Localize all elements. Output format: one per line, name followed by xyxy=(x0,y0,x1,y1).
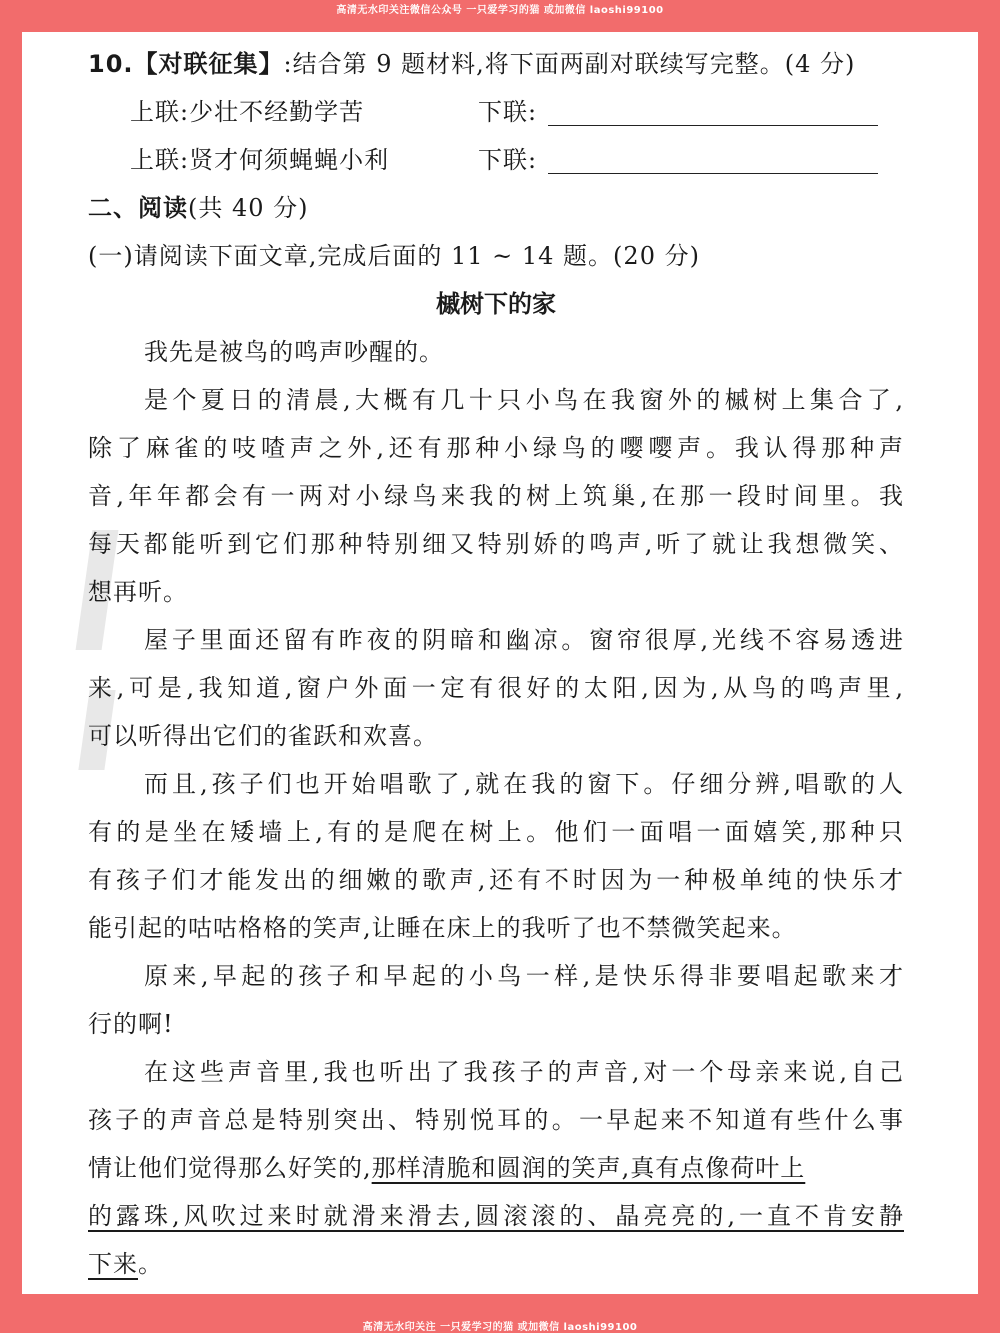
couplet-lower-label: 下联: xyxy=(478,146,538,174)
question-10 xyxy=(88,46,904,82)
article-line: 原来,早起的孩子和早起的小鸟一样,是快乐得非要唱起歌来才 xyxy=(144,962,904,990)
article-line: 行的啊! xyxy=(88,1010,174,1038)
couplet-upper: 上联:贤才何须蝇蝇小利 xyxy=(130,146,390,174)
article-line: 在这些声音里,我也听出了我孩子的声音,对一个母亲来说,自己 xyxy=(144,1058,904,1086)
section-score: (共 40 分) xyxy=(188,194,309,222)
underlined-sentence: 的露珠,风吹过来时就滑来滑去,圆滚滚的、晶亮亮的,一直不肯安静 xyxy=(88,1202,904,1230)
question-number: 10. xyxy=(88,50,134,78)
bottom-watermark-banner: 高清无水印关注 一只爱学习的猫 或加微信 laoshi99100 xyxy=(362,1322,638,1333)
article-text-segment: 情让他们觉得那么好笑的, xyxy=(88,1154,372,1182)
article-line: 音,年年都会有一两对小绿鸟来我的树上筑巢,在那一段时间里。我 xyxy=(88,482,904,510)
article-title: 槭树下的家 xyxy=(436,290,556,318)
underlined-sentence: 那样清脆和圆润的笑声,真有点像荷叶上 xyxy=(371,1154,806,1182)
article-line: 而且,孩子们也开始唱歌了,就在我的窗下。仔细分辨,唱歌的人 xyxy=(144,770,904,798)
article-line: 有的是坐在矮墙上,有的是爬在树上。他们一面唱一面嬉笑,那种只 xyxy=(88,818,904,846)
article-line: 可以听得出它们的雀跃和欢喜。 xyxy=(88,722,438,750)
couplet-answer-blank[interactable] xyxy=(548,125,878,126)
article-line: 孩子的声音总是特别突出、特别悦耳的。一早起来不知道有些什么事 xyxy=(88,1106,904,1134)
article-line: 是个夏日的清晨,大概有几十只小鸟在我窗外的槭树上集合了, xyxy=(144,386,904,414)
article-line: 我先是被鸟的鸣声吵醒的。 xyxy=(144,338,444,366)
section-heading xyxy=(88,190,904,226)
couplet-lower-label: 下联: xyxy=(478,98,538,126)
article-text-segment: 。 xyxy=(138,1250,163,1278)
underlined-sentence: 下来 xyxy=(88,1250,138,1278)
article-line xyxy=(88,1246,904,1282)
reading-instruction: (一)请阅读下面文章,完成后面的 11 ~ 14 题。(20 分) xyxy=(88,242,700,270)
article-line: 屋子里面还留有昨夜的阴暗和幽凉。窗帘很厚,光线不容易透进 xyxy=(144,626,904,654)
article-line: 有孩子们才能发出的细嫩的歌声,还有不时因为一种极单纯的快乐才 xyxy=(88,866,904,894)
article-line: 能引起的咕咕格格的笑声,让睡在床上的我听了也不禁微笑起来。 xyxy=(88,914,797,942)
couplet-answer-blank[interactable] xyxy=(548,173,878,174)
article-line: 除了麻雀的吱喳声之外,还有那种小绿鸟的嘤嘤声。我认得那种声 xyxy=(88,434,904,462)
article-line: 想再听。 xyxy=(88,578,188,606)
question-tag: 【对联征集】 xyxy=(133,50,284,78)
article-line xyxy=(88,1150,904,1186)
couplet-upper: 上联:少壮不经勤学苦 xyxy=(130,98,365,126)
section-title: 二、阅读 xyxy=(88,194,188,222)
top-watermark-banner: 高清无水印关注微信公众号 一只爱学习的猫 或加微信 laoshi99100 xyxy=(336,5,664,16)
article-line: 每天都能听到它们那种特别细又特别娇的鸣声,听了就让我想微笑、 xyxy=(88,530,904,558)
article-line: 来,可是,我知道,窗户外面一定有很好的太阳,因为,从鸟的鸣声里, xyxy=(88,674,904,702)
question-text: :结合第 9 题材料,将下面两副对联续写完整。(4 分) xyxy=(283,50,856,78)
